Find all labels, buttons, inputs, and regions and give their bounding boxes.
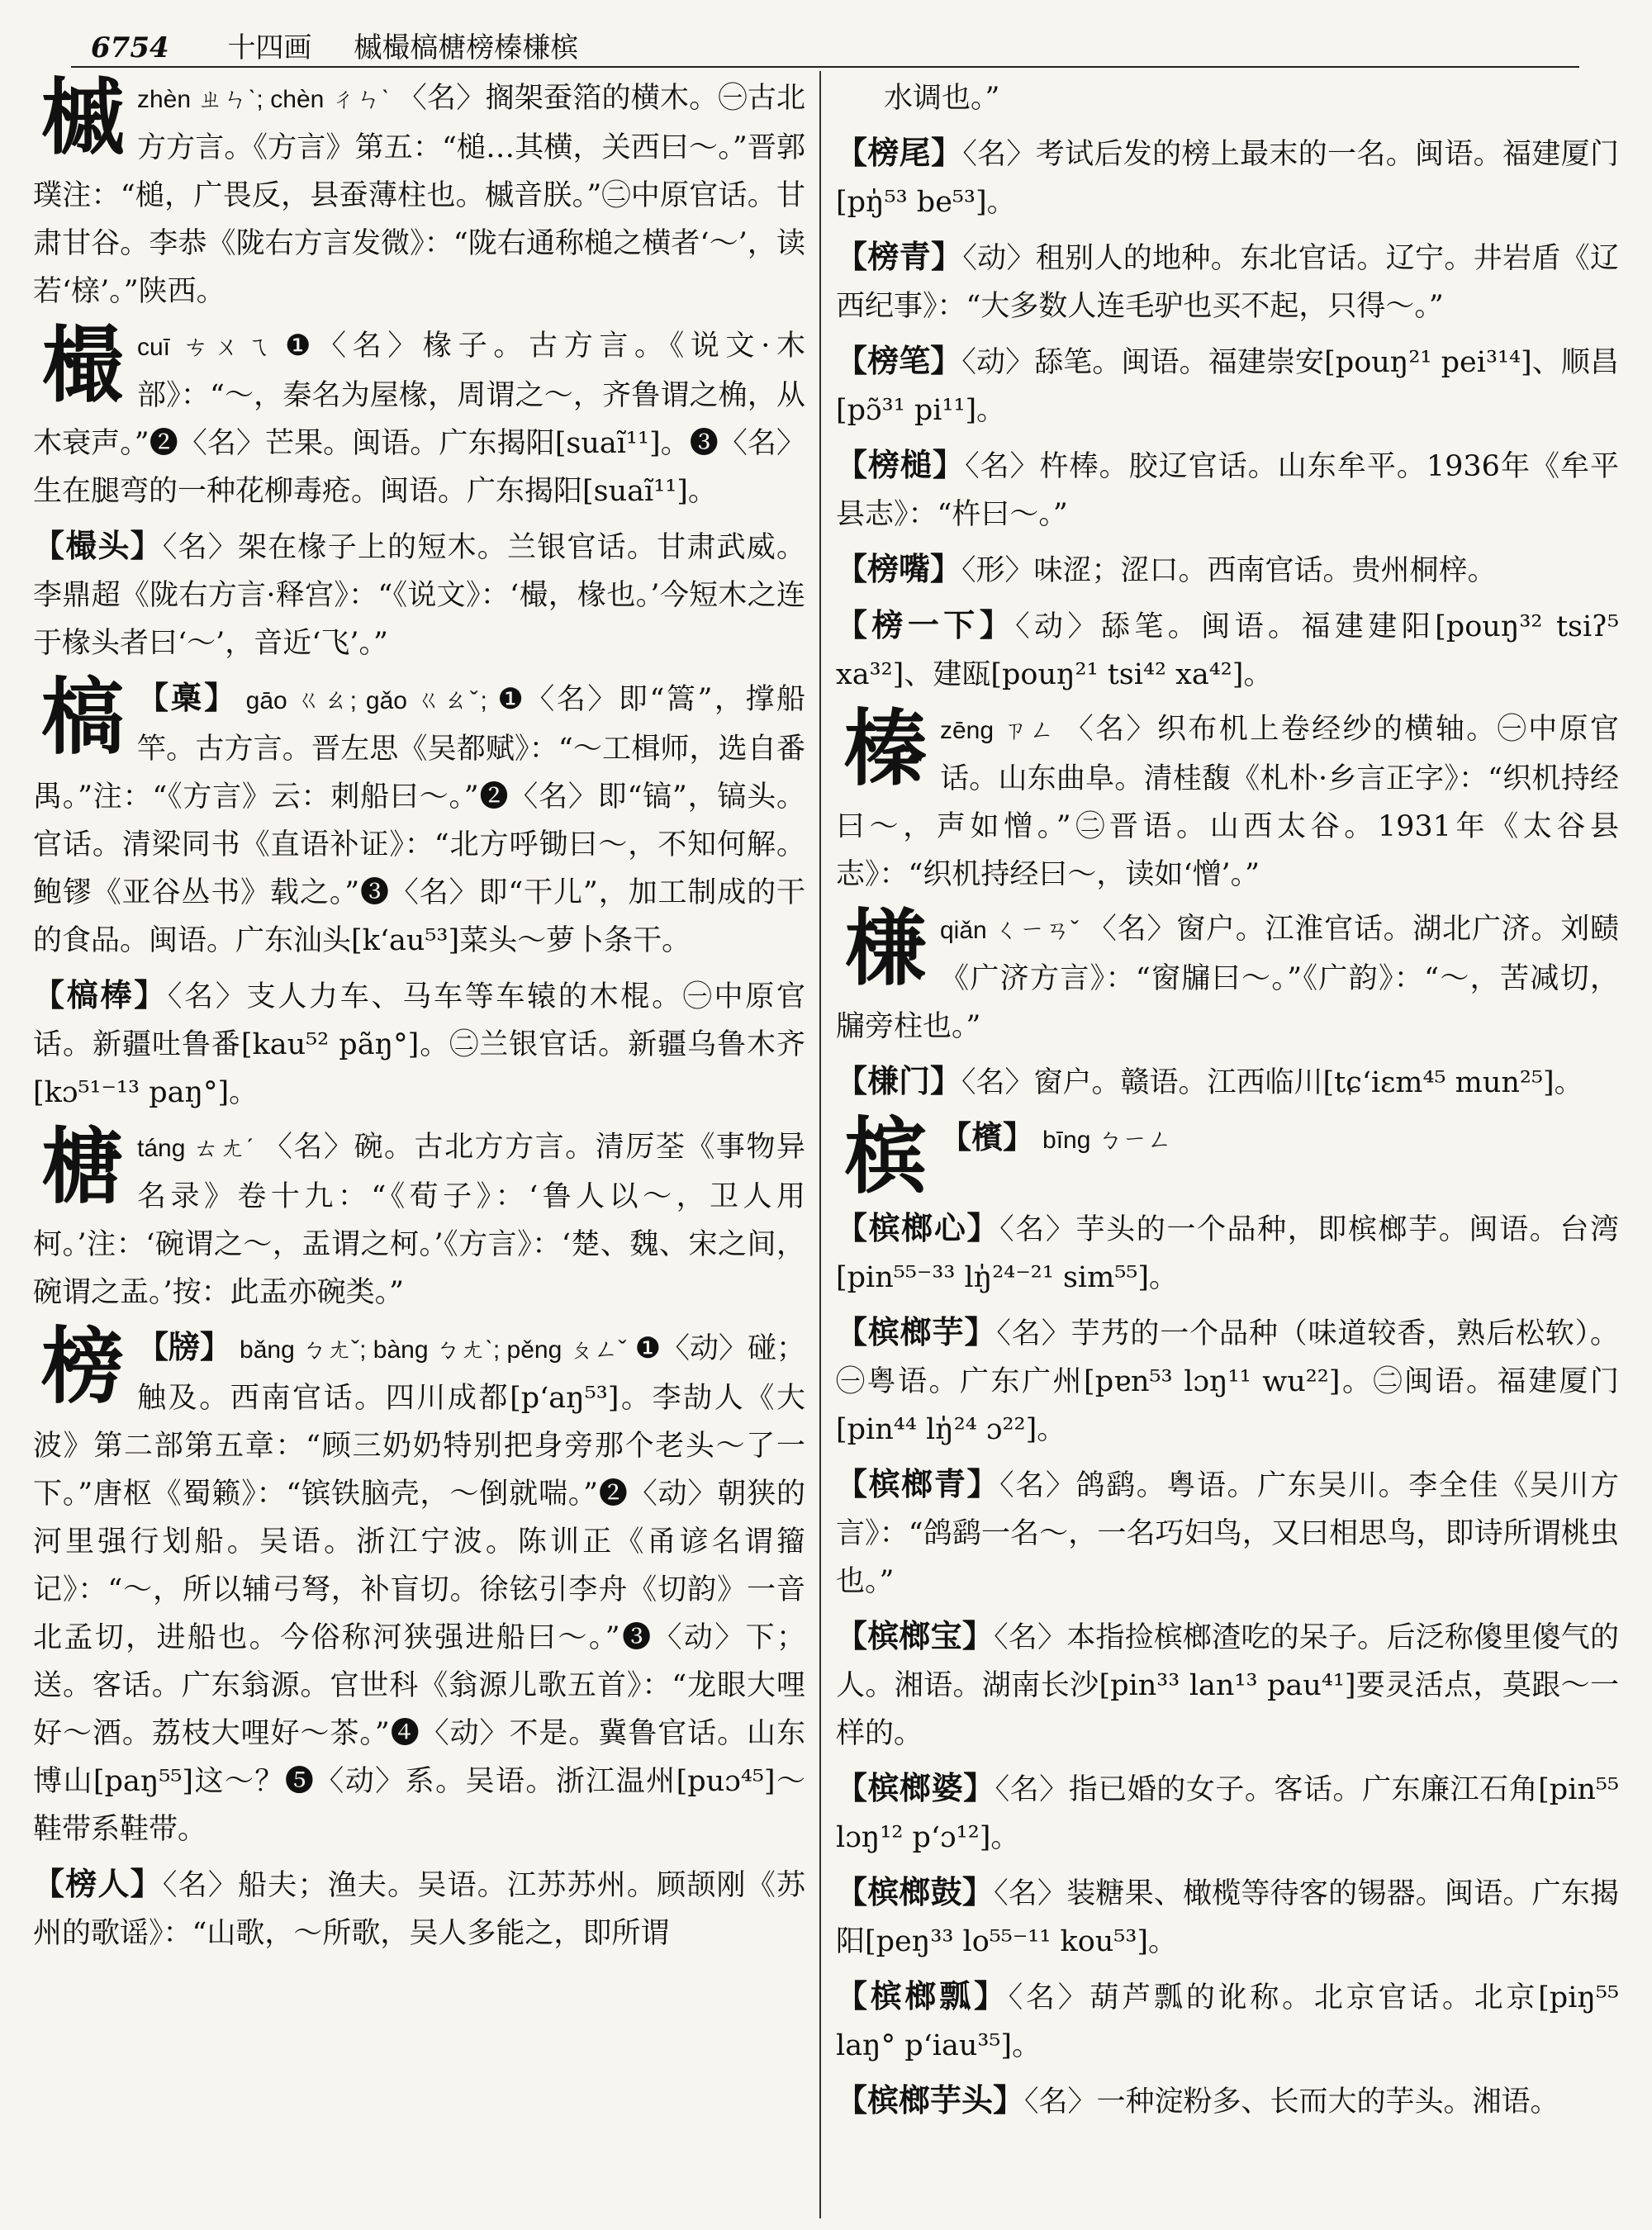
definition-text: ❶〈名〉椽子。古方言。《说文·木部》：“～，秦名为屋椽，周谓之～，齐鲁谓之桷，从木衰声。”❷〈名〉芒果。闽语。广东揭阳[suaĩ¹¹]。❸〈名〉生在腿弯的一种花柳毒疮。闽语。广东揭阳[suaĩ¹¹]。 — [33, 330, 805, 508]
variant-form: 【槀】 — [137, 679, 238, 716]
pronunciation: gāo ㄍㄠ; gǎo ㄍㄠˇ; — [245, 687, 487, 714]
compound-entry — [836, 601, 1619, 699]
compound-entry — [836, 233, 1619, 330]
compound-headword: 【樶头】 — [33, 527, 163, 564]
definition-text: 〈名〉指已婚的女子。客话。广东廉江石角[pin⁵⁵ lɔŋ¹² p‘ɔ¹²]。 — [836, 1773, 1619, 1854]
entry-body — [836, 441, 1619, 539]
entry-body — [836, 899, 1619, 1051]
compound-entry — [33, 522, 805, 667]
entry-body — [836, 1308, 1619, 1454]
definition-text: 〈名〉芋头的一个品种，即槟榔芋。闽语。台湾[pin⁵⁵⁻³³ lŋ̍²⁴⁻²¹ sim⁵⁵]。 — [836, 1213, 1619, 1294]
compound-entry — [836, 1308, 1619, 1454]
definition-text: 〈动〉舔笔。闽语。福建崇安[pouŋ²¹ pei³¹⁴]、顺昌[pɔ̃³¹ pi¹¹]。 — [836, 346, 1619, 427]
compound-headword: 【榜槌】 — [836, 446, 966, 483]
compound-entry — [836, 1868, 1619, 1966]
entry-body — [836, 1460, 1619, 1606]
compound-entry — [836, 1612, 1619, 1758]
entry-body — [33, 1317, 805, 1853]
compound-entry — [836, 1204, 1619, 1302]
compound-entry — [33, 1860, 805, 1957]
compound-entry — [33, 971, 805, 1117]
entry-body — [33, 668, 805, 965]
right-column — [836, 74, 1619, 2213]
compound-headword: 【榜青】 — [836, 238, 963, 275]
character-entry — [836, 899, 1619, 1051]
entry-body — [836, 700, 1619, 899]
compound-headword: 【槟榔宝】 — [836, 1617, 995, 1654]
definition-text: 〈名〉芋艿的一个品种（味道较香，熟后松软）。㊀粤语。广东广州[pɐn⁵³ lɔŋ¹¹ wu²²]。㊁闽语。福建厦门[pin⁴⁴ lŋ̍²⁴ ɔ²²]。 — [836, 1317, 1619, 1446]
pronunciation: táng ㄊㄤˊ — [137, 1135, 255, 1162]
compound-headword: 【槟榔婆】 — [836, 1769, 995, 1806]
entry-body — [836, 1204, 1619, 1302]
compound-entry — [836, 1972, 1619, 2070]
entry-body — [33, 1860, 805, 1957]
pronunciation: zhèn ㄓㄣˋ; chèn ㄔㄣˋ — [137, 86, 390, 113]
definition-text: 水调也。” — [884, 82, 1000, 115]
pronunciation: bǎng ㄅㄤˇ; bàng ㄅㄤˋ; pěng ㄆㄥˇ — [240, 1336, 627, 1364]
character-entry — [33, 74, 805, 316]
compound-headword: 【槟榔芋】 — [836, 1313, 997, 1350]
entry-body — [836, 1113, 1619, 1165]
character-entry — [33, 316, 805, 515]
entry-body — [836, 1764, 1619, 1862]
compound-headword: 【槏门】 — [836, 1062, 962, 1099]
definition-text: 〈名〉支人力车、马车等车辕的木棍。㊀中原官话。新疆吐鲁番[kau⁵² pãŋ°]。㊁兰银官话。新疆乌鲁木齐[kɔ⁵¹⁻¹³ paŋ°]。 — [33, 980, 805, 1109]
headword-character: 槟 — [844, 1108, 927, 1205]
compound-entry — [836, 1057, 1619, 1107]
entry-body — [836, 1972, 1619, 2070]
compound-headword: 【榜一下】 — [836, 606, 1016, 643]
pronunciation: qiǎn ㄑㄧㄢˇ — [940, 917, 1080, 944]
pronunciation: bīng ㄅㄧㄥ — [1042, 1127, 1172, 1154]
continued-text — [836, 74, 1619, 122]
compound-headword: 【槟榔心】 — [836, 1209, 1000, 1246]
headword-character: 榶 — [41, 1117, 124, 1215]
entry-body — [836, 233, 1619, 330]
column-divider — [819, 71, 821, 2218]
entry-body — [33, 971, 805, 1117]
entry-body — [836, 545, 1619, 595]
definition-text: 〈名〉本指捡槟榔渣吃的呆子。后泛称傻里傻气的人。湘语。湖南长沙[pin³³ lan¹³ pau⁴¹]要灵活点，莫跟～一样的。 — [836, 1621, 1619, 1750]
compound-headword: 【槁棒】 — [33, 976, 168, 1013]
compound-entry — [836, 337, 1619, 434]
definition-text: ❶〈动〉碰；触及。西南官话。四川成都[p‘aŋ⁵³]。李劼人《大波》第二部第五章：“顾三奶奶特别把身旁那个老头～了一下。”唐枢《蜀籁》：“镔铁脑壳，～倒就喘。”❷〈动〉朝狭的河里强行划船。吴语。浙江宁波。陈训正《甬谚名谓籀记》：“～，所以辅弓弩，补盲切。徐铉引李舟《切韵》一音北孟切，进船也。今俗称河狭强进船曰～。”❸〈动〉下；送。客话。广东翁源。官世科《翁源儿歌五首》：“龙眼大哩好～酒。荔枝大哩好～茶。”❹〈动〉不是。冀鲁官话。山东博山[paŋ⁵⁵]这～？❺〈动〉系。吴语。浙江温州[puɔ⁴⁵]～鞋带系鞋带。 — [33, 1332, 805, 1846]
compound-headword: 【榜人】 — [33, 1865, 163, 1902]
definition-text: 〈名〉织布机上卷经纱的横轴。㊀中原官话。山东曲阜。清桂馥《札朴·乡言正字》：“织机持经曰～，声如憎。”㊁晋语。山西太谷。1931年《太谷县志》：“织机持经曰～，读如‘憎’。” — [836, 713, 1619, 891]
definition-text: 〈动〉租别人的地种。东北官话。辽宁。井岩盾《辽西纪事》：“大多数人连毛驴也买不起，只得～。” — [836, 242, 1619, 323]
pronunciation: cuī ㄘㄨㄟ — [137, 334, 278, 361]
entry-body — [33, 74, 805, 316]
character-entry — [33, 1117, 805, 1317]
headword-character: 樶 — [41, 316, 124, 414]
compound-entry — [836, 1460, 1619, 1606]
compound-headword: 【榜嘴】 — [836, 550, 962, 587]
compound-headword: 【榜笔】 — [836, 342, 962, 379]
definition-text: 〈名〉架在椽子上的短木。兰银官话。甘肃武威。李鼎超《陇右方言·释宫》：“《说文》：‘樶，椽也。’今短木之连于椽头者曰‘～’，音近‘飞’。” — [33, 531, 805, 660]
compound-headword: 【槟榔芋头】 — [836, 2081, 1025, 2118]
pronunciation: zēng ㄗㄥ — [940, 717, 1056, 744]
definition-text: 〈名〉一种淀粉多、长而大的芋头。湘语。 — [1024, 2085, 1559, 2118]
entry-body — [836, 1612, 1619, 1758]
compound-headword: 【槟榔鼓】 — [836, 1873, 995, 1910]
entry-body — [836, 129, 1619, 226]
header-characters: 槭樶槁榶榜榛槏槟 — [354, 31, 579, 64]
definition-text: 〈名〉葫芦瓢的讹称。北京官话。北京[piŋ⁵⁵ laŋ° p‘iau³⁵]。 — [836, 1981, 1619, 2062]
entry-body — [33, 1117, 805, 1317]
compound-entry — [836, 1764, 1619, 1862]
entry-body — [836, 1868, 1619, 1966]
definition-text: 〈名〉碗。古北方方言。清厉荃《事物异名录》卷十九：“《荀子》：‘鲁人以～，卫人用柯。’注：‘碗谓之～，盂谓之柯。’《方言》：‘楚、魏、宋之间，碗谓之盂。’按：此盂亦碗类。” — [33, 1131, 805, 1309]
page-header — [91, 23, 1561, 73]
headword-character: 槏 — [844, 899, 927, 997]
definition-text: 〈名〉船夫；渔夫。吴语。江苏苏州。顾颉刚《苏州的歌谣》：“山歌，～所歌，吴人多能之，即所谓 — [33, 1869, 805, 1950]
definition-text: 〈名〉装糖果、橄榄等待客的锡器。闽语。广东揭阳[peŋ³³ lo⁵⁵⁻¹¹ kou⁵³]。 — [836, 1877, 1619, 1958]
definition-text: ❶〈名〉即“篙”，撑船竿。古方言。晋左思《吴都赋》：“～工楫师，选自番禺。”注：“《方言》云：刺船曰～。”❷〈名〉即“镐”，镐头。官话。清梁同书《直语补证》：“北方呼锄曰～，不知何解。鲍镠《亚谷丛书》载之。”❸〈名〉即“干儿”，加工制成的干的食品。闽语。广东汕头[k‘au⁵³]菜头～萝卜条干。 — [33, 683, 805, 957]
headword-character: 槭 — [41, 74, 124, 166]
character-entry — [836, 700, 1619, 899]
definition-text: 〈名〉窗户。江淮官话。湖北广济。刘赜《广济方言》：“窗牖曰～。”《广韵》：“～，苦减切，牖旁柱也。” — [836, 913, 1619, 1043]
definition-text: 〈动〉舔笔。闽语。福建建阳[pouŋ³² tsiʔ⁵ xa³²]、建瓯[pouŋ²¹ tsi⁴² xa⁴²]。 — [836, 610, 1619, 691]
definition-text: 〈名〉考试后发的榜上最末的一名。闽语。福建厦门[pŋ̍⁵³ be⁵³]。 — [836, 138, 1619, 219]
entry-body — [33, 522, 805, 667]
entry-body — [836, 1057, 1619, 1107]
headword-character: 榛 — [844, 700, 927, 797]
headword-character: 榜 — [41, 1317, 124, 1415]
definition-text: 〈名〉搁架蚕箔的横木。㊀古北方方言。《方言》第五：“槌…其横，关西曰～。”晋郭璞注：“槌，广畏反，县蚕薄柱也。槭音朕。”㊁中原官话。甘肃甘谷。李恭《陇右方言发微》：“陇右通称槌之横者‘～’，读若‘榇’。”陕西。 — [33, 82, 805, 308]
character-entry — [836, 1108, 1619, 1205]
compound-headword: 【槟榔青】 — [836, 1465, 1000, 1502]
entry-body — [33, 316, 805, 515]
headword-character: 槁 — [41, 668, 124, 766]
compound-entry — [836, 129, 1619, 226]
definition-text: 〈名〉鸽鹞。粤语。广东吴川。李全佳《吴川方言》：“鸽鹞一名～，一名巧妇鸟，又曰相思鸟，即诗所谓桃虫也。” — [836, 1469, 1619, 1598]
compound-entry — [836, 2076, 1619, 2126]
definition-text: 〈形〉味涩；涩口。西南官话。贵州桐梓。 — [961, 554, 1497, 587]
entry-body — [836, 601, 1619, 699]
header-rule — [71, 66, 1579, 68]
compound-headword: 【槟榔瓢】 — [836, 1977, 1009, 2014]
compound-headword: 【榜尾】 — [836, 134, 963, 171]
page-number: 6754 — [91, 31, 169, 64]
variant-form: 【檳】 — [940, 1118, 1035, 1155]
entry-body — [836, 337, 1619, 434]
stroke-section: 十四画 — [227, 31, 312, 64]
definition-text: 〈名〉窗户。赣语。江西临川[tɕ‘iɛm⁴⁵ mun²⁵]。 — [961, 1066, 1583, 1099]
variant-form: 【牓】 — [137, 1328, 232, 1365]
character-entry — [33, 668, 805, 965]
entry-body — [836, 2076, 1619, 2126]
compound-entry — [836, 545, 1619, 595]
character-entry — [33, 1317, 805, 1853]
definition-text: 〈名〉杵棒。胶辽官话。山东牟平。1936年《牟平县志》：“杵曰～。” — [836, 450, 1619, 531]
compound-entry — [836, 441, 1619, 539]
left-column — [33, 74, 805, 2213]
